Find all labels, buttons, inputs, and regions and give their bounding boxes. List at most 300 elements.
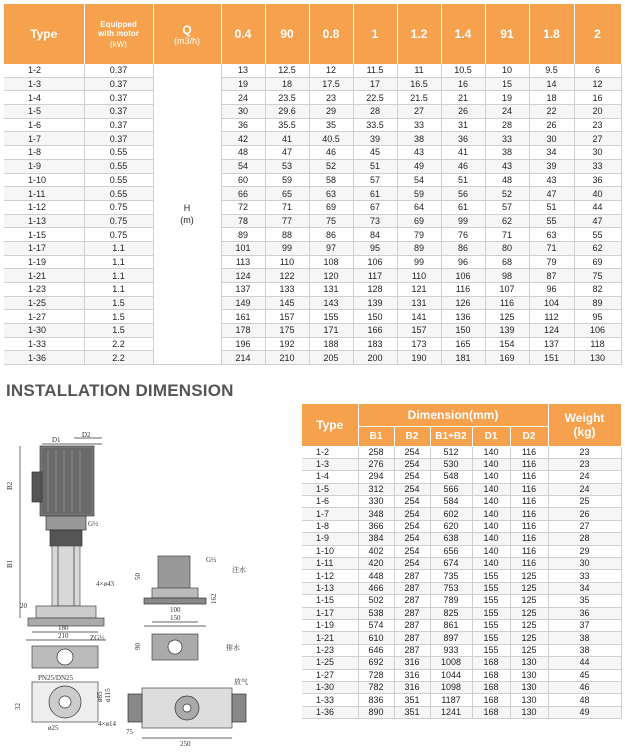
- dimension-cell: 1044: [430, 669, 472, 681]
- dim-header-col: B1+B2: [430, 426, 472, 446]
- motor-cell: 0.37: [84, 77, 153, 91]
- type-cell: 1-23: [302, 644, 358, 656]
- value-cell: 28: [485, 118, 529, 132]
- type-cell: 1-33: [302, 694, 358, 706]
- value-cell: 55: [574, 228, 621, 242]
- table-row: [4, 228, 621, 242]
- value-cell: 112: [529, 310, 574, 324]
- value-cell: 69: [397, 214, 441, 228]
- header-flow: 91: [485, 4, 529, 64]
- value-cell: 95: [574, 310, 621, 324]
- motor-cell: 0.37: [84, 132, 153, 146]
- label-32: 32: [14, 703, 22, 710]
- type-cell: 1-5: [4, 105, 84, 119]
- dimension-cell: 254: [394, 471, 430, 483]
- value-cell: 124: [221, 269, 265, 283]
- dimension-cell: 448: [358, 570, 394, 582]
- dimension-cell: 116: [510, 520, 548, 532]
- dimension-cell: 638: [430, 533, 472, 545]
- value-cell: 11.5: [353, 64, 397, 77]
- dimension-cell: 168: [472, 657, 510, 669]
- value-cell: 57: [485, 200, 529, 214]
- table-row: [4, 105, 621, 119]
- value-cell: 58: [309, 173, 353, 187]
- type-cell: 1-21: [4, 269, 84, 283]
- type-cell: 1-10: [4, 173, 84, 187]
- value-cell: 71: [265, 200, 309, 214]
- value-cell: 178: [221, 324, 265, 338]
- value-cell: 169: [485, 351, 529, 365]
- motor-cell: 1.1: [84, 255, 153, 269]
- value-cell: 62: [485, 214, 529, 228]
- header-flow: 90: [265, 4, 309, 64]
- dimension-cell: 130: [510, 669, 548, 681]
- dimension-cell: 933: [430, 644, 472, 656]
- dimension-cell: 316: [394, 669, 430, 681]
- label-20: 20: [20, 602, 27, 610]
- weight-cell: 38: [548, 632, 621, 644]
- dim-header-col: B1: [358, 426, 394, 446]
- label-cn-fill: 注水: [232, 566, 246, 574]
- value-cell: 28: [353, 105, 397, 119]
- value-cell: 49: [397, 159, 441, 173]
- dimension-cell: 825: [430, 607, 472, 619]
- dimension-cell: 130: [510, 706, 548, 718]
- value-cell: 54: [221, 159, 265, 173]
- value-cell: 46: [309, 146, 353, 160]
- dimension-cell: 254: [394, 508, 430, 520]
- value-cell: 48: [221, 146, 265, 160]
- value-cell: 51: [441, 173, 485, 187]
- dimension-cell: 116: [510, 483, 548, 495]
- type-cell: 1-25: [4, 296, 84, 310]
- value-cell: 12.5: [265, 64, 309, 77]
- table-row: [302, 558, 621, 570]
- type-cell: 1-11: [4, 187, 84, 201]
- value-cell: 68: [485, 255, 529, 269]
- dimension-cell: 512: [430, 446, 472, 458]
- type-cell: 1-15: [4, 228, 84, 242]
- value-cell: 38: [397, 132, 441, 146]
- value-cell: 110: [397, 269, 441, 283]
- dimension-cell: 254: [394, 483, 430, 495]
- dimension-cell: 351: [394, 694, 430, 706]
- dimension-cell: 366: [358, 520, 394, 532]
- dimension-cell: 692: [358, 657, 394, 669]
- value-cell: 141: [397, 310, 441, 324]
- value-cell: 95: [353, 241, 397, 255]
- header-flow: 1.8: [529, 4, 574, 64]
- motor-cell: 1.5: [84, 324, 153, 338]
- value-cell: 137: [529, 337, 574, 351]
- table-row: [4, 310, 621, 324]
- value-cell: 35: [309, 118, 353, 132]
- value-cell: 52: [309, 159, 353, 173]
- table-row: [4, 255, 621, 269]
- dimension-cell: 538: [358, 607, 394, 619]
- value-cell: 72: [221, 200, 265, 214]
- motor-cell: 0.75: [84, 214, 153, 228]
- value-cell: 41: [265, 132, 309, 146]
- type-cell: 1-30: [302, 681, 358, 693]
- label-50: 50: [134, 573, 142, 580]
- weight-cell: 49: [548, 706, 621, 718]
- label-holes: 4×ø43: [96, 580, 114, 588]
- value-cell: 40: [574, 187, 621, 201]
- value-cell: 99: [441, 214, 485, 228]
- type-cell: 1-8: [302, 520, 358, 532]
- table-row: [302, 483, 621, 495]
- value-cell: 214: [221, 351, 265, 365]
- value-cell: 89: [397, 241, 441, 255]
- value-cell: 116: [485, 296, 529, 310]
- value-cell: 47: [529, 187, 574, 201]
- dimension-table: [302, 404, 622, 719]
- dimension-cell: 140: [472, 558, 510, 570]
- type-cell: 1-12: [4, 200, 84, 214]
- value-cell: 117: [353, 269, 397, 283]
- value-cell: 73: [353, 214, 397, 228]
- type-cell: 1-11: [302, 558, 358, 570]
- value-cell: 125: [485, 310, 529, 324]
- dimension-cell: 728: [358, 669, 394, 681]
- value-cell: 161: [221, 310, 265, 324]
- value-cell: 23.5: [265, 91, 309, 105]
- dimension-cell: 140: [472, 520, 510, 532]
- dimension-cell: 155: [472, 582, 510, 594]
- weight-cell: 28: [548, 533, 621, 545]
- table-row: [302, 446, 621, 458]
- header-flow: 1.2: [397, 4, 441, 64]
- dimension-cell: 316: [394, 681, 430, 693]
- weight-cell: 48: [548, 694, 621, 706]
- header-motor: [84, 4, 153, 64]
- dimension-cell: 287: [394, 570, 430, 582]
- table-row: [302, 582, 621, 594]
- label-g-top: G½: [88, 520, 99, 528]
- dimension-cell: 155: [472, 607, 510, 619]
- value-cell: 61: [441, 200, 485, 214]
- value-cell: 106: [574, 324, 621, 338]
- type-cell: 1-3: [302, 458, 358, 470]
- dimension-cell: 789: [430, 595, 472, 607]
- motor-cell: 1.1: [84, 283, 153, 297]
- value-cell: 120: [309, 269, 353, 283]
- value-cell: 19: [221, 77, 265, 91]
- value-cell: 60: [221, 173, 265, 187]
- value-cell: 210: [265, 351, 309, 365]
- label-r3: ø25: [48, 724, 59, 732]
- value-cell: 16: [441, 77, 485, 91]
- value-cell: 171: [309, 324, 353, 338]
- value-cell: 79: [397, 228, 441, 242]
- label-g-mid: G½: [206, 556, 217, 564]
- motor-cell: 1.5: [84, 310, 153, 324]
- dimension-cell: 140: [472, 471, 510, 483]
- weight-cell: 45: [548, 669, 621, 681]
- value-cell: 26: [529, 118, 574, 132]
- dimension-cell: 116: [510, 471, 548, 483]
- type-cell: 1-5: [302, 483, 358, 495]
- value-cell: 46: [441, 159, 485, 173]
- dimension-cell: 674: [430, 558, 472, 570]
- header-flow: 0.4: [221, 4, 265, 64]
- dimension-cell: 140: [472, 446, 510, 458]
- value-cell: 97: [309, 241, 353, 255]
- value-cell: 36: [221, 118, 265, 132]
- table-row: [302, 458, 621, 470]
- h-unit: (m): [180, 215, 194, 226]
- dimension-cell: 574: [358, 619, 394, 631]
- value-cell: 69: [574, 255, 621, 269]
- table-row: [4, 118, 621, 132]
- value-cell: 48: [485, 173, 529, 187]
- value-cell: 62: [574, 241, 621, 255]
- value-cell: 61: [353, 187, 397, 201]
- value-cell: 53: [265, 159, 309, 173]
- dimension-cell: 316: [394, 657, 430, 669]
- value-cell: 63: [529, 228, 574, 242]
- value-cell: 87: [529, 269, 574, 283]
- dimension-body: [302, 446, 621, 719]
- value-cell: 21.5: [397, 91, 441, 105]
- value-cell: 59: [265, 173, 309, 187]
- table-row: [4, 159, 621, 173]
- type-cell: 1-8: [4, 146, 84, 160]
- motor-cell: 0.55: [84, 173, 153, 187]
- weight-cell: 38: [548, 644, 621, 656]
- type-cell: 1-6: [4, 118, 84, 132]
- weight-cell: 23: [548, 446, 621, 458]
- label-75: 75: [126, 728, 133, 736]
- type-cell: 1-13: [4, 214, 84, 228]
- value-cell: 36: [574, 173, 621, 187]
- dimension-cell: 1241: [430, 706, 472, 718]
- table-row: [302, 632, 621, 644]
- dim-header-weight: [548, 404, 621, 446]
- value-cell: 47: [265, 146, 309, 160]
- weight-cell: 33: [548, 570, 621, 582]
- value-cell: 78: [221, 214, 265, 228]
- label-pn: PN25/DN25: [38, 674, 74, 682]
- value-cell: 30: [529, 132, 574, 146]
- value-cell: 106: [441, 269, 485, 283]
- value-cell: 43: [485, 159, 529, 173]
- type-cell: 1-9: [4, 159, 84, 173]
- value-cell: 192: [265, 337, 309, 351]
- table-row: [302, 669, 621, 681]
- value-cell: 24: [485, 105, 529, 119]
- dimension-cell: 735: [430, 570, 472, 582]
- dimension-cell: 254: [394, 533, 430, 545]
- value-cell: 20: [574, 105, 621, 119]
- type-cell: 1-17: [302, 607, 358, 619]
- value-cell: 110: [265, 255, 309, 269]
- dimension-cell: 155: [472, 644, 510, 656]
- dim-header-col: B2: [394, 426, 430, 446]
- label-b2: B2: [6, 481, 14, 490]
- table-row: [302, 471, 621, 483]
- dimension-cell: 116: [510, 458, 548, 470]
- table-row: [302, 595, 621, 607]
- label-cn-vent: 放气: [234, 678, 248, 686]
- value-cell: 31: [441, 118, 485, 132]
- weight-cell: 24: [548, 483, 621, 495]
- label-holes2: 4×ø14: [98, 720, 116, 728]
- dimension-cell: 125: [510, 570, 548, 582]
- table-row: [302, 496, 621, 508]
- weight-cell: 35: [548, 595, 621, 607]
- value-cell: 11: [397, 64, 441, 77]
- header-flow: 1: [353, 4, 397, 64]
- table-row: [302, 508, 621, 520]
- value-cell: 75: [574, 269, 621, 283]
- value-cell: 24: [221, 91, 265, 105]
- header-flow: 1.4: [441, 4, 485, 64]
- type-cell: 1-36: [302, 706, 358, 718]
- label-250: 250: [180, 740, 191, 748]
- dimension-cell: 140: [472, 545, 510, 557]
- dimension-cell: 130: [510, 657, 548, 669]
- motor-cell: 0.55: [84, 159, 153, 173]
- dim-header-col: D2: [510, 426, 548, 446]
- type-cell: 1-7: [302, 508, 358, 520]
- dimension-cell: 254: [394, 496, 430, 508]
- table-row: [4, 351, 621, 365]
- value-cell: 121: [397, 283, 441, 297]
- dimension-cell: 140: [472, 496, 510, 508]
- dimension-cell: 140: [472, 508, 510, 520]
- value-cell: 18: [529, 91, 574, 105]
- weight-cell: 29: [548, 545, 621, 557]
- dimension-cell: 1008: [430, 657, 472, 669]
- type-cell: 1-30: [4, 324, 84, 338]
- dimension-cell: 384: [358, 533, 394, 545]
- value-cell: 34: [529, 146, 574, 160]
- installation-title: INSTALLATION DIMENSION: [6, 381, 234, 400]
- value-cell: 76: [441, 228, 485, 242]
- dimension-cell: 348: [358, 508, 394, 520]
- dimension-cell: 584: [430, 496, 472, 508]
- value-cell: 77: [265, 214, 309, 228]
- header-q-label: Q: [182, 22, 192, 37]
- motor-cell: 1.1: [84, 269, 153, 283]
- dimension-cell: 548: [430, 471, 472, 483]
- installation-drawing: [2, 428, 292, 752]
- dimension-cell: 861: [430, 619, 472, 631]
- table-row: [302, 533, 621, 545]
- value-cell: 15: [485, 77, 529, 91]
- value-cell: 33: [574, 159, 621, 173]
- motor-cell: 0.37: [84, 64, 153, 77]
- value-cell: 18: [265, 77, 309, 91]
- dimension-cell: 125: [510, 607, 548, 619]
- value-cell: 33.5: [353, 118, 397, 132]
- value-cell: 22.5: [353, 91, 397, 105]
- table-row: [302, 681, 621, 693]
- label-180: 180: [58, 624, 69, 632]
- value-cell: 6: [574, 64, 621, 77]
- type-cell: 1-27: [4, 310, 84, 324]
- dimension-cell: 276: [358, 458, 394, 470]
- value-cell: 16.5: [397, 77, 441, 91]
- dimension-cell: 116: [510, 545, 548, 557]
- value-cell: 205: [309, 351, 353, 365]
- value-cell: 30: [221, 105, 265, 119]
- weight-cell: 36: [548, 607, 621, 619]
- value-cell: 22: [529, 105, 574, 119]
- dimension-cell: 155: [472, 570, 510, 582]
- value-cell: 166: [353, 324, 397, 338]
- value-cell: 139: [485, 324, 529, 338]
- dimension-cell: 530: [430, 458, 472, 470]
- header-motor-unit: (kW): [110, 39, 127, 49]
- type-cell: 1-19: [4, 255, 84, 269]
- motor-cell: 1.5: [84, 296, 153, 310]
- value-cell: 101: [221, 241, 265, 255]
- table-row: [302, 520, 621, 532]
- value-cell: 99: [397, 255, 441, 269]
- dimension-cell: 258: [358, 446, 394, 458]
- dimension-cell: 466: [358, 582, 394, 594]
- dimension-cell: 254: [394, 446, 430, 458]
- value-cell: 89: [574, 296, 621, 310]
- motor-cell: 0.75: [84, 200, 153, 214]
- value-cell: 21: [441, 91, 485, 105]
- value-cell: 82: [574, 283, 621, 297]
- label-d2: D2: [82, 431, 91, 439]
- dimension-cell: 287: [394, 582, 430, 594]
- type-cell: 1-19: [302, 619, 358, 631]
- label-zg: ZG½: [90, 634, 105, 642]
- value-cell: 10.5: [441, 64, 485, 77]
- dimension-cell: 1187: [430, 694, 472, 706]
- value-cell: 17: [353, 77, 397, 91]
- dim-header-col: D1: [472, 426, 510, 446]
- table-row: [4, 269, 621, 283]
- dimension-cell: 140: [472, 483, 510, 495]
- dimension-cell: 168: [472, 694, 510, 706]
- table-row: [4, 146, 621, 160]
- value-cell: 41: [441, 146, 485, 160]
- value-cell: 43: [529, 173, 574, 187]
- label-90: 90: [134, 643, 142, 650]
- value-cell: 131: [309, 283, 353, 297]
- weight-cell: 34: [548, 582, 621, 594]
- value-cell: 56: [441, 187, 485, 201]
- dimension-cell: 168: [472, 669, 510, 681]
- table-row: [4, 283, 621, 297]
- label-100: 100: [170, 606, 181, 614]
- value-cell: 64: [397, 200, 441, 214]
- value-cell: 57: [353, 173, 397, 187]
- value-cell: 10: [485, 64, 529, 77]
- value-cell: 183: [353, 337, 397, 351]
- dimension-cell: 130: [510, 694, 548, 706]
- value-cell: 98: [485, 269, 529, 283]
- dimension-cell: 125: [510, 595, 548, 607]
- dimension-cell: 330: [358, 496, 394, 508]
- value-cell: 196: [221, 337, 265, 351]
- dimension-cell: 620: [430, 520, 472, 532]
- table-row: [302, 607, 621, 619]
- table-row: [4, 241, 621, 255]
- type-cell: 1-21: [302, 632, 358, 644]
- dimension-cell: 566: [430, 483, 472, 495]
- value-cell: 181: [441, 351, 485, 365]
- dimension-cell: 168: [472, 681, 510, 693]
- dimension-cell: 125: [510, 644, 548, 656]
